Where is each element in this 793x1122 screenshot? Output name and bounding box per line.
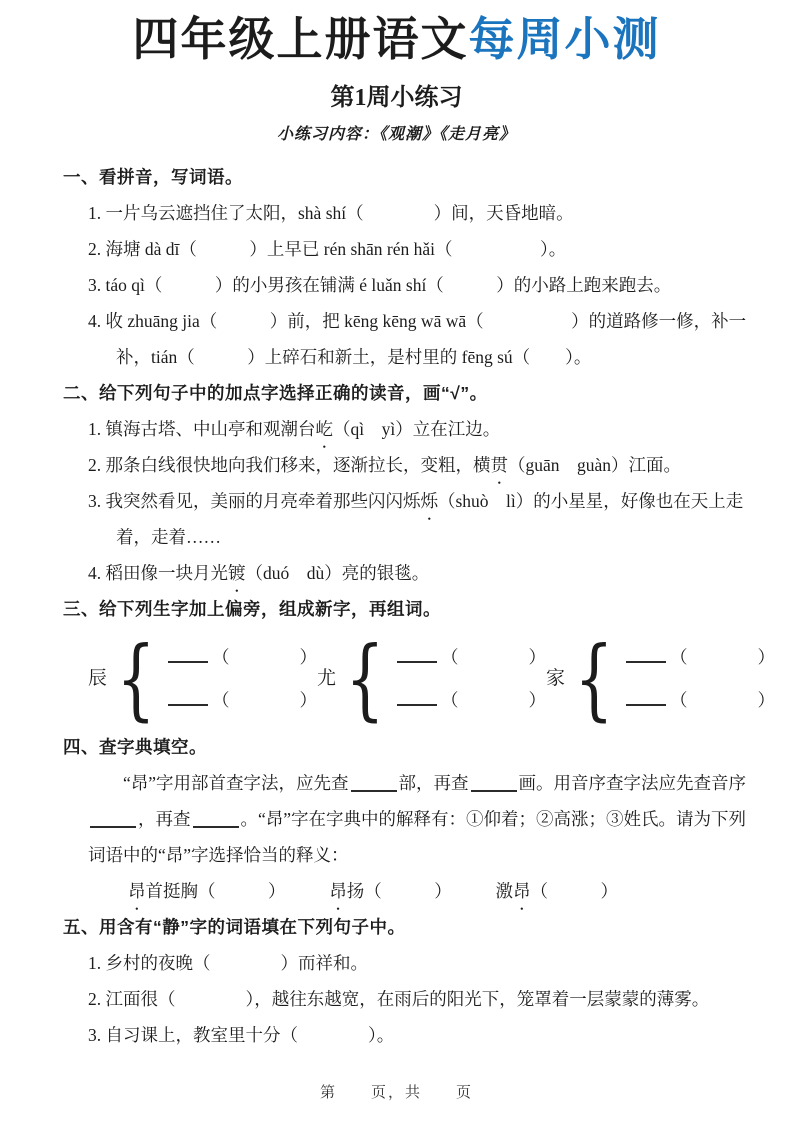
character-group xyxy=(317,626,547,730)
text-segment: 首挺胸（ ） xyxy=(145,880,330,901)
section-pinyin-words xyxy=(63,159,755,375)
dotted-char: 贯 xyxy=(490,454,508,475)
answer-rows xyxy=(624,647,775,711)
dotted-char: 昂 xyxy=(329,880,347,901)
answer-blank xyxy=(626,657,666,663)
word-paren: （ ） xyxy=(441,646,547,667)
answer-row xyxy=(166,647,317,668)
page-footer: 第 页，共 页 xyxy=(319,1084,473,1101)
text-segment: 3. 我突然看见，美丽的月亮牵着那些闪闪烁 xyxy=(88,490,421,511)
text-segment: 3. táo qì（ ）的小男孩在铺满 é luǎn shí（ ）的小路上跑来跑去。 xyxy=(88,274,672,295)
question-item xyxy=(88,411,755,447)
word-paren: （ ） xyxy=(441,689,547,710)
question-item xyxy=(88,555,755,591)
question-item xyxy=(88,483,755,555)
answer-row xyxy=(624,647,775,668)
text-segment: 1. 一片乌云遮挡住了太阳，shà shí（ ）间，天昏地暗。 xyxy=(88,202,574,223)
worksheet-body xyxy=(63,159,776,1053)
word-paren: （ ） xyxy=(212,646,318,667)
section-5-heading: 五、用含有“静”字的词语填在下列句子中。 xyxy=(63,916,406,937)
answer-blank xyxy=(168,700,208,706)
text-segment: 扬（ ） 激 xyxy=(346,880,513,901)
text-segment: 2. 那条白线很快地向我们移来，逐渐拉长，变粗，横 xyxy=(88,454,491,475)
section-4-heading: 四、查字典填空。 xyxy=(63,736,207,757)
brace-glyph: { xyxy=(116,626,156,730)
answer-row xyxy=(624,690,775,711)
worksheet-header xyxy=(0,0,793,144)
answer-rows xyxy=(166,647,317,711)
section-1-heading: 一、看拼音，写词语。 xyxy=(63,166,243,187)
answer-blank xyxy=(397,700,437,706)
text-segment: （shuò lì）的小星星，好像也在天上走着，走着…… xyxy=(116,490,744,547)
text-segment: （ ） xyxy=(530,880,618,901)
question-item xyxy=(88,981,755,1017)
text-segment: 1. 乡村的夜晚（ ）而祥和。 xyxy=(88,952,368,973)
text-segment: 部，再查 xyxy=(398,772,469,793)
question-item xyxy=(88,195,755,231)
answer-blank xyxy=(168,657,208,663)
fill-blank xyxy=(193,822,239,828)
brace-glyph: { xyxy=(345,626,385,730)
text-segment: 4. 收 zhuāng jia（ ）前，把 kēng kēng wā wā（ ）的道路修一修，补一补，tián（ ）上碎石和新土，是村里的 fēng sú（ ）。 xyxy=(88,310,747,367)
text-segment: “昂”字用部首查字法，应先查 xyxy=(123,772,349,793)
text-segment: 画。用音序查字法应先查音序 xyxy=(518,772,747,793)
word-paren: （ ） xyxy=(670,646,776,667)
section-dictionary xyxy=(63,729,755,909)
question-item xyxy=(88,447,755,483)
brace-glyph: { xyxy=(574,626,614,730)
character-groups xyxy=(88,626,776,730)
section-choose-pronunciation xyxy=(63,375,755,591)
answer-blank xyxy=(397,657,437,663)
page-title xyxy=(0,14,793,67)
word-paren: （ ） xyxy=(212,689,318,710)
answer-blank xyxy=(626,700,666,706)
dotted-char: 屹 xyxy=(315,418,333,439)
word-paren: （ ） xyxy=(670,689,776,710)
meaning-choice-line xyxy=(128,873,755,909)
text-segment: 2. 江面很（ ），越往东越宽，在雨后的阳光下，笼罩着一层蒙蒙的薄雾。 xyxy=(88,988,710,1009)
text-segment: （guān guàn）江面。 xyxy=(508,454,682,475)
section-3-heading: 三、给下列生字加上偏旁，组成新字，再组词。 xyxy=(63,598,441,619)
dotted-char: 昂 xyxy=(128,880,146,901)
title-black-part: 四年级上册语文 xyxy=(132,14,469,65)
character-group xyxy=(88,626,318,730)
base-character: 辰 xyxy=(88,667,108,689)
question-item xyxy=(88,303,755,375)
title-accent-part: 每周小测 xyxy=(468,14,661,65)
fill-blank xyxy=(471,786,517,792)
fill-blank xyxy=(351,786,397,792)
character-group xyxy=(546,626,776,730)
fill-blank xyxy=(90,822,136,828)
text-segment: 2. 海塘 dà dī（ ）上早已 rén shān rén hǎi（ ）。 xyxy=(88,238,567,259)
text-segment: 4. 稻田像一块月光 xyxy=(88,562,228,583)
dotted-char: 镀 xyxy=(228,562,246,583)
base-character: 尤 xyxy=(317,667,337,689)
content-note: 小练习内容：《观潮》《走月亮》 xyxy=(276,125,516,143)
section-jing-words xyxy=(63,909,755,1053)
text-segment: 。“昂”字在字典中的解释有：①仰着；②高涨；③姓氏。请为下列词语中的“昂”字选择恰当的释义： xyxy=(88,808,747,865)
section-add-radicals xyxy=(63,591,776,730)
question-item xyxy=(88,1017,755,1053)
week-subtitle: 第1周小练习 xyxy=(330,84,463,111)
question-item xyxy=(88,267,755,303)
question-item xyxy=(88,231,755,267)
text-segment: （duó dù）亮的银毯。 xyxy=(245,562,430,583)
dotted-char: 烁 xyxy=(420,490,438,511)
answer-row xyxy=(395,690,546,711)
question-item xyxy=(88,945,755,981)
dictionary-paragraph xyxy=(88,765,755,873)
section-2-heading: 二、给下列句子中的加点字选择正确的读音，画“√”。 xyxy=(63,382,488,403)
text-segment: （qì yì）立在江边。 xyxy=(333,418,501,439)
answer-row xyxy=(395,647,546,668)
answer-row xyxy=(166,690,317,711)
dotted-char: 昂 xyxy=(513,880,531,901)
base-character: 家 xyxy=(546,667,566,689)
text-segment: 3. 自习课上，教室里十分（ ）。 xyxy=(88,1024,395,1045)
text-segment: 1. 镇海古塔、中山亭和观潮台 xyxy=(88,418,316,439)
answer-rows xyxy=(395,647,546,711)
text-segment: ，再查 xyxy=(138,808,191,829)
